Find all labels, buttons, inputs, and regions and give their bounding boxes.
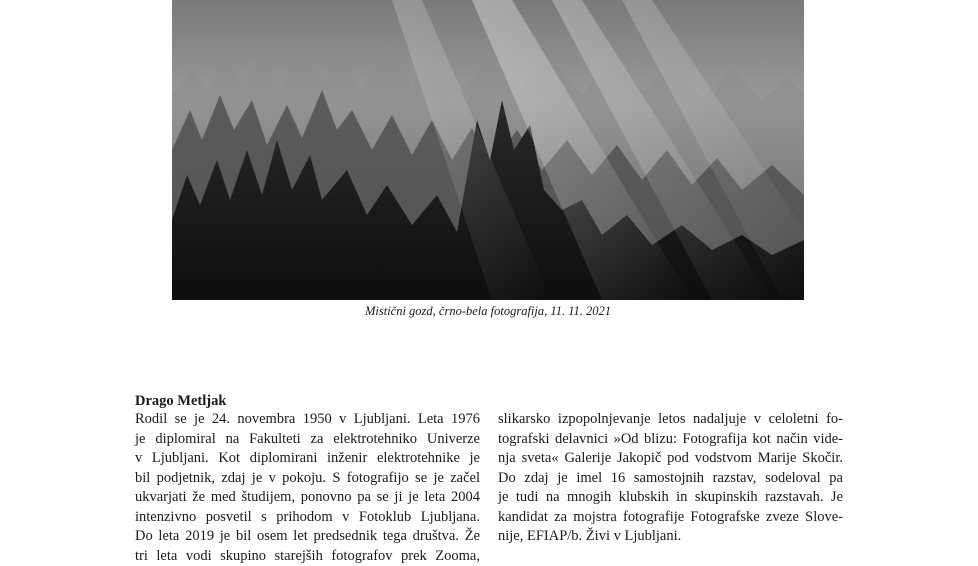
text-line: slikarsko izpopolnjevanje letos nadaljuje v celoletni fo- (498, 410, 843, 430)
bio-text-right-column (498, 410, 843, 547)
text-line: kandidat za mojstra fotografije Fotografske zveze Slove- (498, 508, 843, 528)
author-name: Drago Metljak (135, 392, 226, 410)
text-line: v Ljubljani. Kot diplomirani inženir elektrotehnike je (135, 449, 480, 469)
text-line: nja sveta« Galerije Jakopič pod vodstvom Marije Skočir. (498, 449, 843, 469)
text-line: intenzivno posvetil s prihodom v Fotoklub Ljubljana. (135, 508, 480, 528)
text-line: Do leta 2019 je bil osem let predsednik tega društva. Že (135, 527, 480, 547)
text-line: Rodil se je 24. novembra 1950 v Ljubljani. Leta 1976 (135, 410, 480, 430)
photo-caption: Mistični gozd, črno-bela fotografija, 11. 11. 2021 (172, 303, 804, 319)
text-line: Do zdaj je imel 16 samostojnih razstav, sodeloval pa (498, 469, 843, 489)
bio-text-left-column (135, 410, 480, 566)
text-line: nije, EFIAP/b. Živi v Ljubljani. (498, 527, 843, 547)
text-line: je tudi na mnogih klubskih in skupinskih razstavah. Je (498, 488, 843, 508)
text-line: je diplomiral na Fakulteti za elektrotehniko Univerze (135, 430, 480, 450)
forest-photograph (172, 0, 804, 300)
text-line: ukvarjati že med študijem, ponovno pa se ji je leta 2004 (135, 488, 480, 508)
text-line: bil podjetnik, zdaj je v pokoju. S fotografijo se je začel (135, 469, 480, 489)
text-line: tri leta vodi skupino starejših fotografov prek Zooma, (135, 547, 480, 566)
text-line: tografski delavnici »Od blizu: Fotografija kot način vide- (498, 430, 843, 450)
